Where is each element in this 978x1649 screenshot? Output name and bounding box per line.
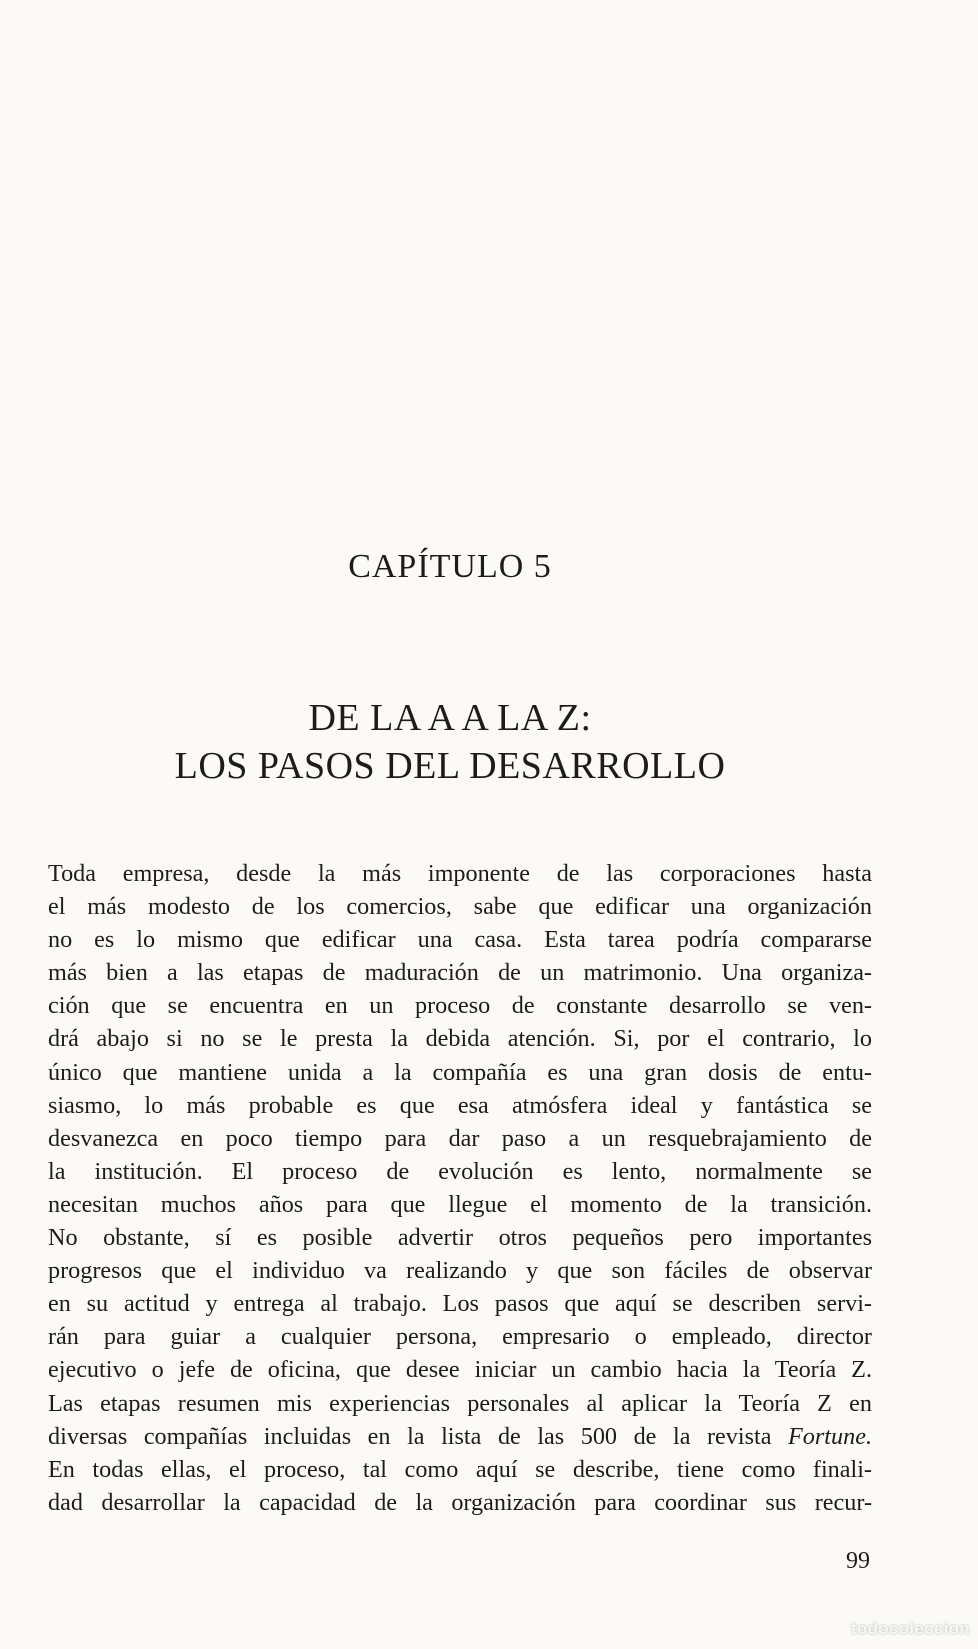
chapter-title-line-2: LOS PASOS DEL DESARROLLO [174, 745, 726, 787]
body-line: progresos que el individuo va realizando y que son fáciles de observar [48, 1257, 872, 1285]
body-line: único que mantiene unida a la compañía es una gran dosis de entu- [48, 1058, 872, 1086]
body-line: desvanezca en poco tiempo para dar paso a un resquebrajamiento de [48, 1124, 872, 1152]
body-line: Las etapas resumen mis experiencias personales al aplicar la Teoría Z en [48, 1389, 872, 1417]
body-line: ción que se encuentra en un proceso de constante desarrollo se ven- [48, 992, 872, 1020]
body-line: la institución. El proceso de evolución es lento, normalmente se [48, 1157, 872, 1185]
body-line: no es lo mismo que edificar una casa. Esta tarea podría compararse [48, 926, 872, 954]
body-line: más bien a las etapas de maduración de un matrimonio. Una organiza- [48, 959, 872, 987]
body-line: necesitan muchos años para que llegue el momento de la transición. [48, 1190, 872, 1218]
body-line: No obstante, sí es posible advertir otros pequeños pero importantes [48, 1224, 872, 1252]
body-line-with-italic [48, 1420, 872, 1453]
body-line: drá abajo si no se le presta la debida atención. Si, por el contrario, lo [48, 1025, 872, 1053]
body-line: ejecutivo o jefe de oficina, que desee iniciar un cambio hacia la Teoría Z. [48, 1356, 872, 1384]
body-line: siasmo, lo más probable es que esa atmósfera ideal y fantástica se [48, 1091, 872, 1119]
body-line: rán para guiar a cualquier persona, empresario o empleado, director [48, 1323, 872, 1351]
chapter-label: CAPÍTULO 5 [348, 548, 552, 585]
body-line: en su actitud y entrega al trabajo. Los pasos que aquí se describen servi- [48, 1290, 872, 1318]
body-line: dad desarrollar la capacidad de la organización para coordinar sus recur- [48, 1488, 872, 1516]
body-paragraph [48, 857, 872, 1519]
page-number: 99 [846, 1548, 870, 1574]
body-line: el más modesto de los comercios, sabe que edificar una organización [48, 893, 872, 921]
watermark-logo: todocoleccion [850, 1619, 970, 1638]
chapter-title-line-1: DE LA A A LA Z: [308, 697, 592, 739]
magazine-title: Fortune. [788, 1422, 872, 1450]
body-line-text: diversas compañías incluidas en la lista de las 500 de la revista [48, 1422, 789, 1450]
body-line: Toda empresa, desde la más imponente de las corporaciones hasta [48, 860, 872, 887]
chapter-title [0, 694, 900, 790]
body-line: En todas ellas, el proceso, tal como aquí se describe, tiene como finali- [48, 1455, 872, 1483]
